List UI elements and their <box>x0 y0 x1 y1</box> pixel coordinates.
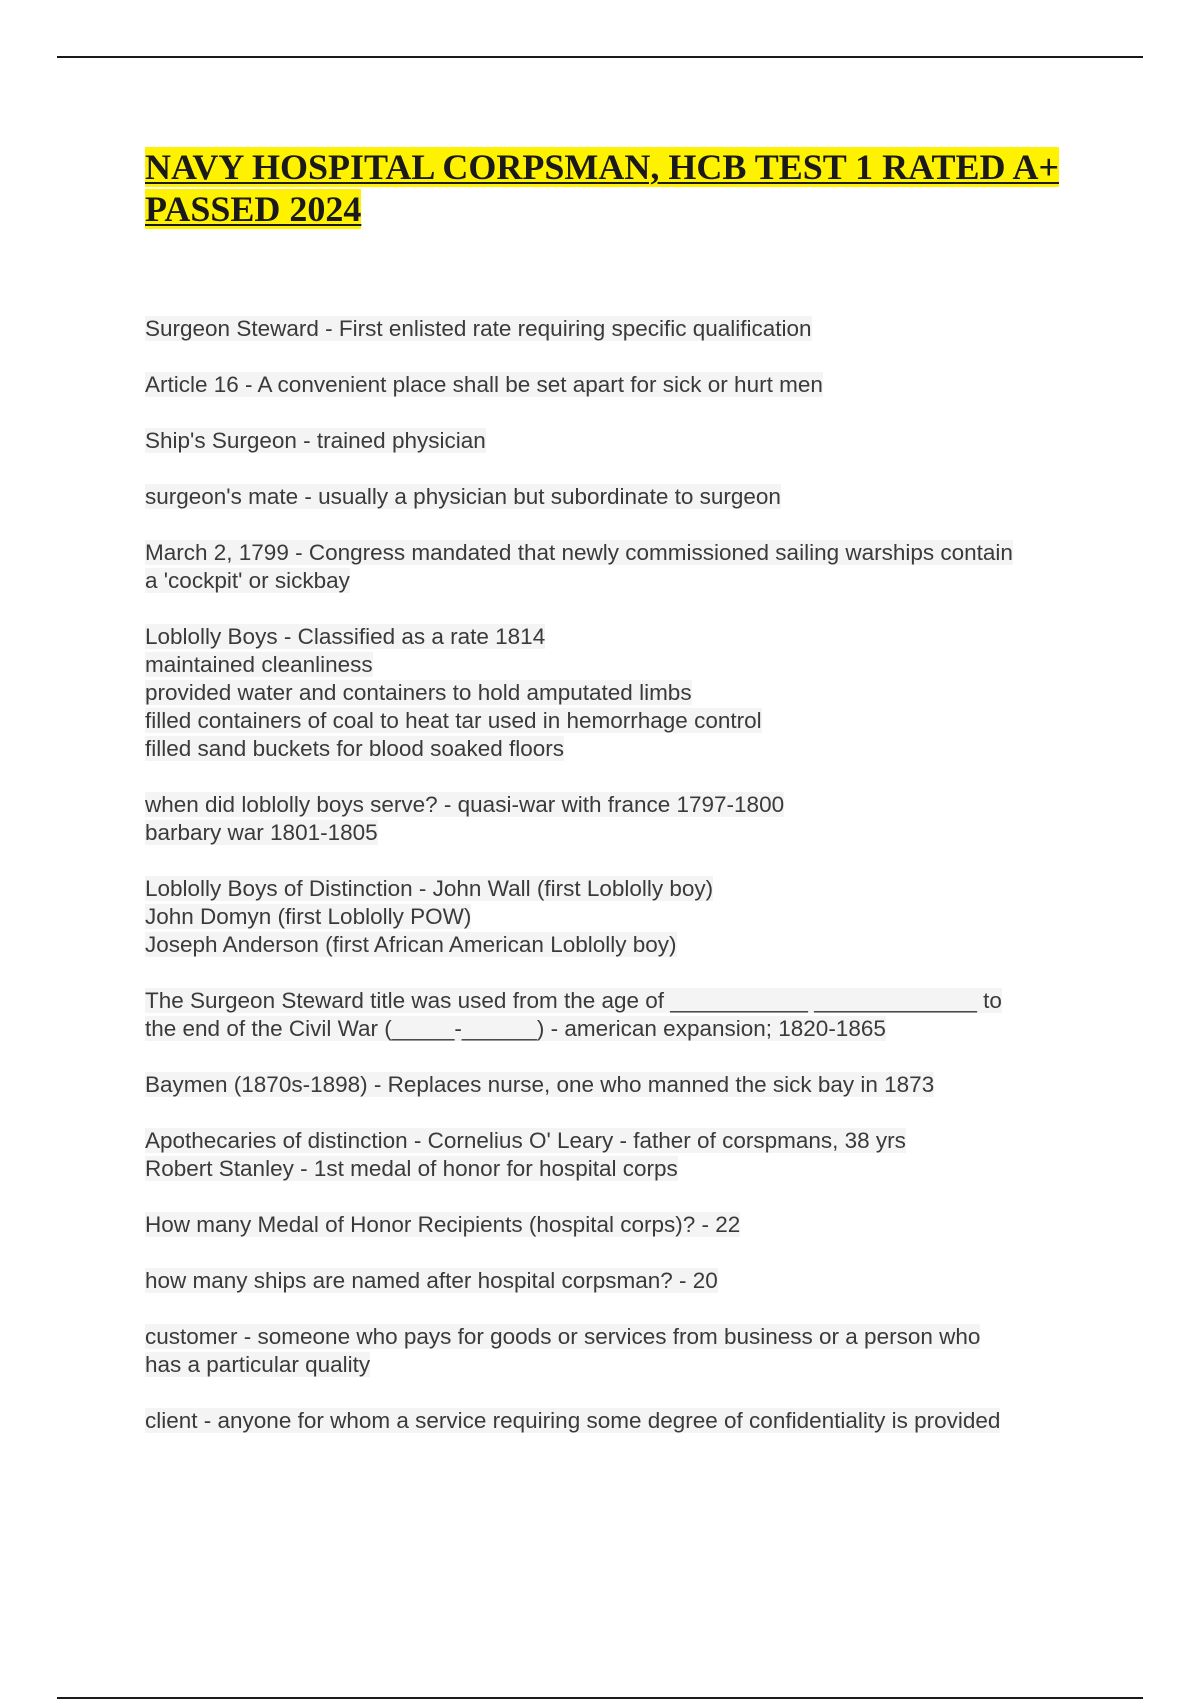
qa-entry-text: Baymen (1870s-1898) - Replaces nurse, one who manned the sick bay in 1873 <box>145 1072 935 1097</box>
qa-entry-line <box>145 791 1095 819</box>
qa-entry <box>145 1211 1095 1239</box>
qa-entry-line <box>145 1015 1095 1043</box>
qa-entry-text: How many Medal of Honor Recipients (hospital corps)? - 22 <box>145 1212 741 1237</box>
qa-entry-line <box>145 623 1095 651</box>
qa-entry-text: Apothecaries of distinction - Cornelius O' Leary - father of corspmans, 38 yrs <box>145 1128 906 1153</box>
qa-entry-text: filled containers of coal to heat tar used in hemorrhage control <box>145 708 762 733</box>
qa-entry-line <box>145 987 1095 1015</box>
qa-entry-text: Joseph Anderson (first African American Loblolly boy) <box>145 932 677 957</box>
qa-entry-text: how many ships are named after hospital corpsman? - 20 <box>145 1268 718 1293</box>
qa-entry-text: Article 16 - A convenient place shall be set apart for sick or hurt men <box>145 372 823 397</box>
bottom-rule <box>57 1697 1143 1699</box>
qa-entry-line <box>145 1407 1095 1435</box>
qa-entry <box>145 875 1095 959</box>
qa-entry-text: barbary war 1801-1805 <box>145 820 378 845</box>
document-title <box>145 146 1065 230</box>
qa-entry-line <box>145 875 1095 903</box>
qa-entry-line <box>145 679 1095 707</box>
qa-entry-text: Loblolly Boys - Classified as a rate 1814 <box>145 624 546 649</box>
qa-entry <box>145 1071 1095 1099</box>
qa-entry-line <box>145 1071 1095 1099</box>
qa-entry-line <box>145 1351 1095 1379</box>
qa-entry <box>145 1267 1095 1295</box>
qa-entry-line <box>145 903 1095 931</box>
qa-entry-line <box>145 735 1095 763</box>
qa-entry-line <box>145 315 1095 343</box>
top-rule <box>57 56 1143 58</box>
qa-entry-text: Ship's Surgeon - trained physician <box>145 428 486 453</box>
qa-entry-text: Surgeon Steward - First enlisted rate requiring specific qualification <box>145 316 812 341</box>
qa-entry-line <box>145 1211 1095 1239</box>
qa-entry-line <box>145 931 1095 959</box>
qa-entry-text: The Surgeon Steward title was used from the age of ___________ _____________ to <box>145 988 1002 1013</box>
qa-entry-line <box>145 483 1095 511</box>
qa-entry <box>145 623 1095 763</box>
qa-entry <box>145 427 1095 455</box>
qa-entry-text: Loblolly Boys of Distinction - John Wall (first Loblolly boy) <box>145 876 714 901</box>
qa-entry-text: a 'cockpit' or sickbay <box>145 568 350 593</box>
qa-entry <box>145 791 1095 847</box>
qa-entry-line <box>145 427 1095 455</box>
qa-entry <box>145 987 1095 1043</box>
qa-entry-line <box>145 539 1095 567</box>
qa-entry-line <box>145 707 1095 735</box>
qa-entry-line <box>145 651 1095 679</box>
qa-entry-line <box>145 1267 1095 1295</box>
qa-entry <box>145 371 1095 399</box>
qa-entry <box>145 315 1095 343</box>
qa-entry-text: John Domyn (first Loblolly POW) <box>145 904 472 929</box>
qa-entry <box>145 1323 1095 1379</box>
qa-entry <box>145 539 1095 595</box>
qa-entry <box>145 1127 1095 1183</box>
qa-entry-text: provided water and containers to hold amputated limbs <box>145 680 692 705</box>
qa-entry-text: client - anyone for whom a service requiring some degree of confidentiality is provided <box>145 1408 1001 1433</box>
qa-entry-line <box>145 1127 1095 1155</box>
qa-entry-text: has a particular quality <box>145 1352 371 1377</box>
qa-entry-text: filled sand buckets for blood soaked floors <box>145 736 564 761</box>
qa-entry-text: the end of the Civil War (_____-______) - american expansion; 1820-1865 <box>145 1016 886 1041</box>
qa-entry-line <box>145 1155 1095 1183</box>
qa-entry-text: when did loblolly boys serve? - quasi-war with france 1797-1800 <box>145 792 785 817</box>
qa-entry-text: maintained cleanliness <box>145 652 373 677</box>
qa-entry-text: March 2, 1799 - Congress mandated that newly commissioned sailing warships contain <box>145 540 1013 565</box>
qa-entry-text: customer - someone who pays for goods or services from business or a person who <box>145 1324 981 1349</box>
qa-list <box>145 315 1095 1463</box>
qa-entry-line <box>145 1323 1095 1351</box>
qa-entry-line <box>145 567 1095 595</box>
qa-entry-text: Robert Stanley - 1st medal of honor for hospital corps <box>145 1156 678 1181</box>
document-title-text: NAVY HOSPITAL CORPSMAN, HCB TEST 1 RATED A+ PASSED 2024 <box>145 147 1060 229</box>
qa-entry-text: surgeon's mate - usually a physician but subordinate to surgeon <box>145 484 781 509</box>
qa-entry-line <box>145 819 1095 847</box>
qa-entry <box>145 1407 1095 1435</box>
qa-entry <box>145 483 1095 511</box>
qa-entry-line <box>145 371 1095 399</box>
